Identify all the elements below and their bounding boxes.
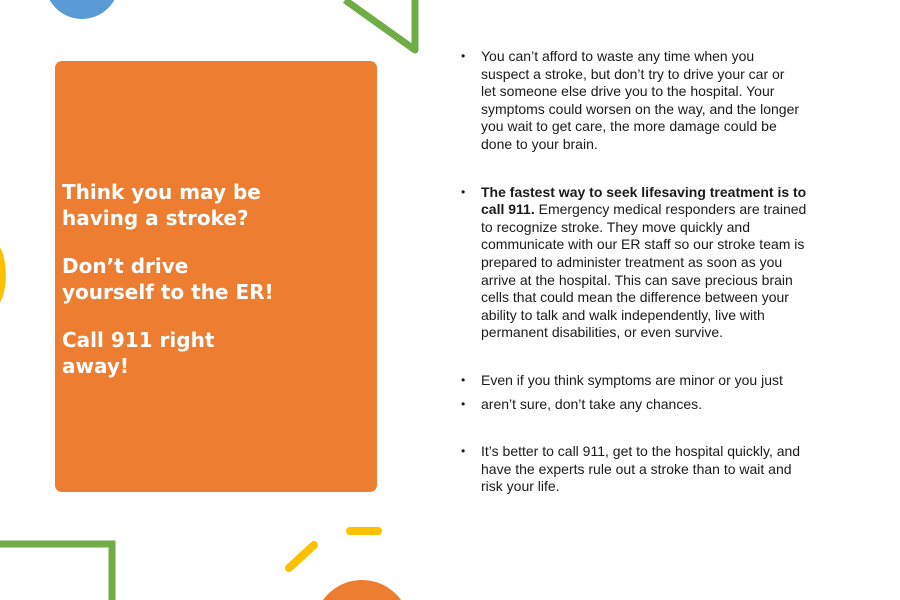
orange-circle-shape (314, 580, 410, 600)
callout-line: Call 911 right (62, 327, 215, 352)
callout-line: away! (62, 353, 130, 378)
bullet-item (460, 372, 845, 390)
callout-paragraph (62, 179, 274, 231)
bullet-item (460, 396, 845, 414)
bullet-dot-icon: • (461, 396, 466, 411)
bullet-dot-icon: • (461, 49, 466, 63)
bullet-line: You can’t afford to waste any time when you (481, 48, 755, 64)
bullet-line: symptoms could worsen on the way, and the longer (481, 100, 800, 117)
bullet-line: Even if you think symptoms are minor or you just (481, 371, 783, 388)
bullet-item (460, 443, 845, 496)
yellow-dash-shape (289, 545, 314, 568)
callout-card (55, 61, 377, 492)
green-frame-shape (0, 544, 112, 600)
bullet-line: ability to talk and walk independently, live with (481, 306, 765, 323)
bullet-line: prepared to administer treatment as soon as you (481, 253, 783, 270)
bullet-line: It’s better to call 911, get to the hospital quickly, and (481, 443, 801, 460)
bullet-line: let someone else drive you to the hospital. Your (481, 83, 775, 100)
bullet-line: communicate with our ER staff so our stroke team is (481, 236, 805, 253)
bullet-line: to recognize stroke. They move quickly and (481, 218, 750, 235)
bullet-list (460, 48, 845, 496)
callout-line: having a stroke? (62, 205, 249, 230)
bullet-line: Emergency medical responders are trained (534, 201, 807, 218)
callout-text (55, 179, 284, 379)
bullet-line: you wait to get care, the more damage could be (481, 118, 777, 135)
bullet-item (460, 48, 845, 154)
bullet-line-bold: call 911. (481, 201, 535, 218)
bullet-line: risk your life. (481, 478, 560, 495)
yellow-half-circle-shape (0, 245, 6, 305)
bullet-dot-icon: • (461, 184, 466, 199)
callout-line: yourself to the ER! (62, 279, 274, 304)
bullet-line: cells that could mean the difference between your (481, 289, 789, 306)
bullet-line: have the experts rule out a stroke than to wait and (481, 460, 792, 477)
bullet-line: aren’t sure, don’t take any chances. (481, 395, 703, 412)
bullet-dot-icon: • (461, 444, 466, 459)
callout-paragraph (62, 253, 274, 305)
bullet-line-bold: The fastest way to seek lifesaving treatment is to (481, 183, 807, 200)
blue-circle-shape (45, 0, 119, 19)
bullet-line: permanent disabilities, or even survive. (481, 324, 724, 341)
callout-line: Think you may be (62, 179, 261, 204)
bullet-dot-icon: • (461, 372, 466, 387)
bullet-line: suspect a stroke, but don’t try to drive your car or (481, 65, 785, 82)
bullet-line: done to your brain. (481, 135, 598, 152)
bullet-item (460, 184, 845, 342)
callout-line: Don’t drive (62, 253, 189, 278)
bullet-line: arrive at the hospital. This can save precious brain (481, 271, 793, 288)
callout-paragraph (62, 327, 274, 379)
green-triangle-shape (345, 0, 415, 50)
